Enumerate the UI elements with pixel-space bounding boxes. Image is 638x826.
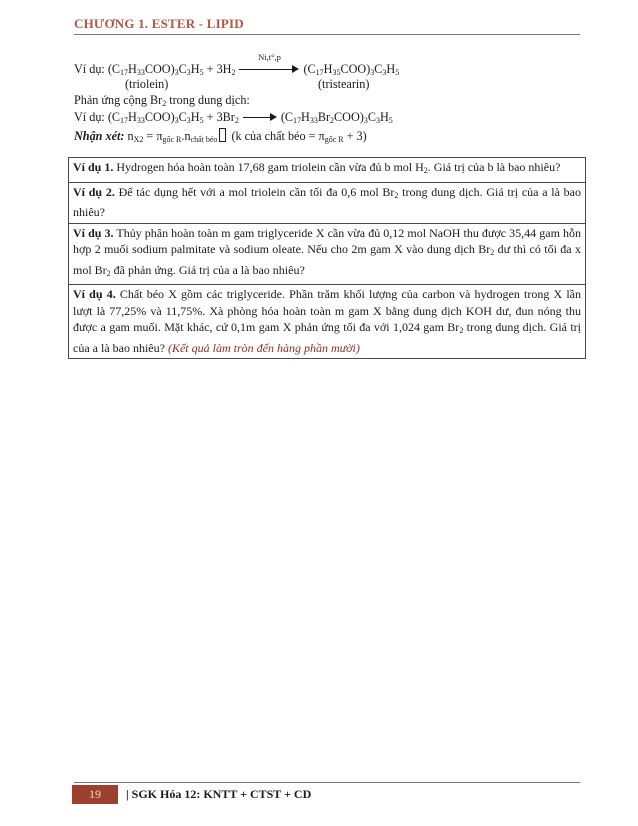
remark-label: Nhận xét: (74, 129, 125, 143)
remark-formula: $n_{X2} = \pi_{gốc R}.n_{chất béo}$ (128, 129, 229, 143)
product-formula: $(C_{17}H_{33}Br_2COO)_3C_3H_5$ (280, 110, 393, 125)
product-name: (tristearin) (318, 77, 370, 91)
rounding-note: (Kết quả làm tròn đến hàng phần mười) (167, 340, 360, 355)
example-row: Ví dụ 1. Hydrogen hóa hoàn toàn 17,68 gam triolein cần vừa đủ b mol $H_2$. Giá trị của b là bao nhiêu? (69, 158, 586, 183)
example-label: Ví dụ 3. (73, 225, 114, 240)
product-formula: $(C_{17}H_{35}COO)_3C_3H_5$ (303, 62, 400, 77)
footer-divider (74, 782, 580, 783)
example-label: Ví dụ 2. (73, 184, 115, 199)
book-title: | SGK Hóa 12: KNTT + CTST + CD (126, 787, 312, 801)
page-number: 19 (72, 785, 118, 804)
remark-line: Nhận xét: $n_{X2} = \pi_{gốc R}.n_{chất béo}$ (k của chất béo = $\pi_{gốc R} + 3$) (74, 129, 367, 144)
example-row: Ví dụ 3. Thủy phân hoàn toàn m gam triglyceride X cần vừa đủ 0,12 mol NaOH thu được 35,44 gam hỗn hợp 2 muối sodium palmitate và sodium oleate. Nếu cho 2m gam X vào dung dịch $Br_2$ dư thì có tối đa x mol $Br_2$ đã phản ứng. Giá trị của a là bao nhiêu? (69, 223, 586, 285)
header-divider (74, 34, 580, 35)
reactant-name: (triolein) (125, 77, 169, 91)
reactant-formula: $(C_{17}H_{33}COO)_3C_3H_5 + 3H_2$ (107, 62, 236, 77)
example-row: Ví dụ 4. Chất béo X gồm các triglyceride. Phần trăm khối lượng của carbon và hydrogen trong X lần lượt là 77,25% và 11,75%. Xà phòng hóa hoàn toàn m gam X bằng dung dịch KOH dư, đun nóng thu được a gam muối. Mặt khác, cứ 0,1m gam X phản ứng tối đa với 1,024 gam $Br_2$ trong dung dịch. Giá trị của a là bao nhiêu? (Kết quả làm tròn đến hàng phần mười) (69, 285, 586, 359)
reaction-arrow (243, 112, 277, 124)
examples-table (68, 157, 586, 359)
example-label: Ví dụ 4. (73, 287, 116, 301)
bromination-equation: Ví dụ: $(C_{17}H_{33}COO)_3C_3H_5 + 3Br_2$ $(C_{17}H_{33}Br_2COO)_3C_3H_5$ (74, 110, 393, 125)
placeholder-box (219, 128, 226, 142)
hydrogenation-equation: Ví dụ: $(C_{17}H_{33}COO)_3C_3H_5 + 3H_2$ Ni,t°,p $(C_{17}H_{35}COO)_3C_3H_5$ (74, 52, 400, 77)
chapter-header: CHƯƠNG 1. ESTER - LIPID (74, 16, 244, 31)
reactant-formula: $(C_{17}H_{33}COO)_3C_3H_5 + 3Br_2$ (107, 110, 239, 125)
example-row: Ví dụ 2. Để tác dụng hết với a mol triolein cần tối đa 0,6 mol $Br_2$ trong dung dịch. Giá trị của a là bao nhiêu? (69, 182, 586, 223)
addition-heading: Phản ứng cộng $Br_2$ trong dung dịch: (74, 93, 250, 108)
catalyst-condition: Ni,t°,p (258, 52, 281, 63)
example-label: Ví dụ 1. (73, 160, 114, 174)
reaction-arrow (239, 52, 299, 76)
